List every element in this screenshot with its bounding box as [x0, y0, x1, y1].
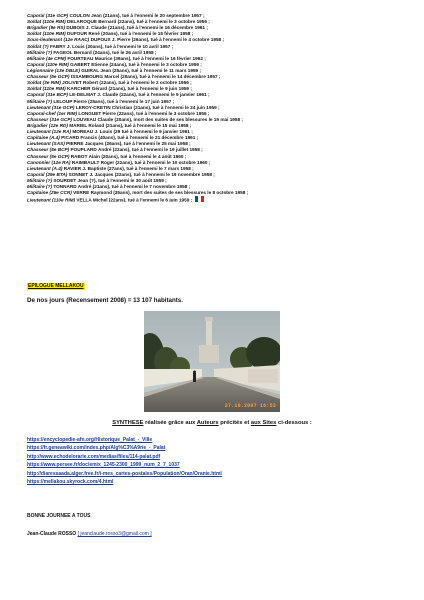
source-link-echodelorarie[interactable]: http://www.echodelorarie.com/medias/files/114-palat.pdf [27, 453, 161, 460]
casualty-rank: Caporal (110e RIM) [27, 61, 69, 67]
casualty-rank: Militaire (?) [27, 98, 53, 104]
closing-greeting: BONNE JOURNEE A TOUS [27, 513, 91, 519]
casualty-details: FOURTEAU Maurice (39ans), tué à l'ennemi le 16 février 1962 ; [67, 55, 206, 61]
casualty-rank: Militaire (?) [27, 184, 53, 190]
street-photo [144, 311, 280, 412]
casualty-rank: Chasseur (31e GCP) [27, 116, 73, 122]
casualty-rank: Lieutenant (110e RIM) [27, 197, 76, 203]
casualty-rank: Soldat (110e RIM) [27, 31, 66, 37]
casualty-rank: Canonnier (12e RA) [27, 159, 71, 165]
casualty-details: GABERT Etienne (24ans), tué à l'ennemi le 3 octobre 1956 ; [70, 61, 202, 67]
casualty-rank: Capitaine (A.4) [27, 135, 60, 141]
casualty-rank: Lieutenant (A.4) [27, 165, 63, 171]
casualty-details: PIERRE Jacques (26ans), tué à l'ennemi le 25 mai 1958 ; [66, 141, 191, 147]
signature [27, 531, 152, 537]
synthesis-text-2: précités et [218, 420, 251, 426]
source-link-geneawiki[interactable]: https://fr.geneawiki.com/index.php/Alg%C3%A9rie_-_Palat [27, 445, 166, 452]
casualty-details: SONNET J. Jacques (22ans), tué à l'ennemi le 19 novembre 1958 ; [68, 171, 215, 177]
casualty-details: SOURDET Jean (?), tué à l'ennemi le 30 août 1959 ; [53, 177, 167, 183]
section-title: EPILOGUE MELLAKOU [28, 283, 84, 289]
casualty-details: LONGUET Pierre (22ans), tué à l'ennemi le 3 octobre 1956 ; [78, 110, 210, 116]
synthesis-sites: aux Sites [250, 420, 277, 426]
casualty-line [27, 196, 419, 202]
source-link-persee[interactable]: https://www.persee.fr/doc/emix_1245-2300_1999_num_2_7_1037 [27, 462, 180, 469]
casualty-details: LE-DELMAT J. Claude (22ans), tué à l'ennemi le 9 janvier 1961 ; [69, 92, 210, 98]
population-text: De nos jours (Recensement 2008) = 13 107 habitants. [27, 297, 183, 304]
casualty-rank: Brigadier (12e RD) [27, 122, 68, 128]
casualty-details: VELLA Michel (22ans), tué à l'ennemi le 6 juin 1959 ; [76, 197, 193, 203]
source-link-skyrock[interactable]: https://mellakou.skyrock.com/4.html [27, 478, 114, 485]
author-name: Jean-Claude ROSSO [27, 531, 77, 537]
casualty-rank: Chasseur (5e BCP) [27, 147, 70, 153]
casualty-details: DELAROQUE Bernard (22ans), tué à l'ennemi le 3 octobre 1956 ; [67, 19, 210, 25]
casualty-rank: Soldat (?) [27, 43, 49, 49]
casualty-rank: Militaire (?) [27, 177, 53, 183]
casualty-rank: Brigadier (9e RS) [27, 25, 66, 31]
casualty-rank: Militaire (?) [27, 49, 53, 55]
casualty-details: VERRE Raymond (35ans), mort des suites de ses blessures le 8 octobre 1958 ; [73, 190, 249, 196]
casualty-details: LOUVEAU Claude (20ans), mort des suites de ses blessures le 19 mai 1958 ; [73, 116, 243, 122]
flag-band [201, 196, 204, 202]
casualty-rank: Caporal (31e GCP) [27, 13, 69, 18]
casualty-details: MOREAU J. Louis (29 tué à l'ennemi le 9 janvier 1961 ; [72, 129, 193, 135]
casualty-details: DUFOUR René (20ans), tué à l'ennemi le 15 février 1958 ; [67, 31, 194, 37]
casualty-details: DUPOUX J. Pierre (26ans), tué à l'ennemi le 4 octobre 1958 ; [90, 37, 225, 43]
casualty-rank: Sous-lieutenant (12e RAAC) [27, 37, 90, 43]
casualty-details: TONNARD André (21ans), tué à l'ennemi le 7 novembre 1958 ; [53, 184, 191, 190]
casualty-details: COULON Jean (21ans), tué à l'ennemi le 20 septembre 1957 ; [69, 13, 205, 18]
casualty-rank: Légionnaire (13e DBLE) [27, 67, 80, 73]
synthesis-label: SYNTHESE [112, 420, 144, 426]
casualty-details: DUBOIS J. Claude (21ans), tué à l'ennemi le 16 décembre 1961 ; [66, 25, 208, 31]
synthesis-text-1: réalisée grâce aux [143, 420, 197, 426]
casualty-details: LELOUP Pierre (25ans), tué à l'ennemi le 17 juin 1957 ; [53, 98, 175, 104]
casualty-details: MARIEL Roland (21ans), tué à l'ennemi le 15 mai 1958 ; [69, 122, 192, 128]
street-photo-image [144, 311, 280, 412]
casualty-rank: Lieutenant (SAS) [27, 141, 65, 147]
casualty-details: ISSAMBOURG Marcel (20ans), tué à l'ennemi le 14 décembre 1957 ; [70, 74, 221, 80]
casualty-details: JOLIVET Robert (22ans), tué à l'ennemi le 2 octobre 1956 ; [62, 80, 192, 86]
casualty-details: KARCHER Gérard (21ans), tué à l'ennemi le 9 juin 1959 ; [67, 86, 192, 92]
photo-date-stamp: 27.10.2007 16:53 [224, 403, 276, 409]
casualty-rank: Militaire (4e CPM) [27, 55, 67, 61]
casualty-details: FABRY J. Louis (20ans), tué à l'ennemi le 10 avril 1957 ; [49, 43, 174, 49]
synthesis-note [0, 420, 424, 426]
casualty-rank: Lieutenant (31e GCP) [27, 104, 75, 110]
casualty-details: RAVIER J. Baptiste (27ans), tué à l'ennemi le 7 mars 1958 ; [63, 165, 194, 171]
source-links [27, 436, 222, 486]
casualty-rank: Soldat (110e RIM) [27, 86, 66, 92]
casualty-details: RABOT Alain (20ans), tué à l'ennemi le 4 août 1960 ; [70, 153, 187, 159]
casualty-details: FAGEOL Bernard (24ans), tué le 26 avril 1958 ; [53, 49, 157, 55]
casualty-list [27, 13, 419, 202]
casualty-details: POUPLARD André (22ans), tué à l'ennemi le 19 juillet 1958 ; [70, 147, 203, 153]
casualty-rank: Caporal (29e BTA) [27, 171, 68, 177]
casualty-rank: Caporal-chef (1er RIM) [27, 110, 78, 116]
casualty-rank: Soldat (3e RIM) [27, 80, 61, 86]
casualty-rank: Caporal (31e BCP) [27, 92, 68, 98]
author-email[interactable]: [ jeanclaude.rosso3@gmail.com ] [77, 531, 152, 537]
casualty-details: LEROY-CRETIN Christian (21ans), tué à l'ennemi le 24 juin 1959 ; [75, 104, 220, 110]
synthesis-text-3: ci-dessous : [276, 420, 312, 426]
casualty-details: GUIRAL Jean (25ans), tué à l'ennemi le 11 mars 1959 ; [81, 67, 202, 73]
casualty-rank: Chasseur (5e GCP) [27, 74, 70, 80]
casualty-rank: Chasseur (5e GCP) [27, 153, 70, 159]
casualty-rank: Lieutenant (12e RA) [27, 129, 72, 135]
casualty-details: PICARD Francis (40ans), tué à l'ennemi le 21 décembre 1961 ; [61, 135, 199, 141]
source-link-encyclopedie[interactable]: https://encyclopedie-afn.org/Historique_Palat_-_Ville [27, 437, 153, 443]
synthesis-authors: Auteurs [196, 420, 219, 426]
source-link-diaressaada[interactable]: http://diaressaada.alger.free.fr/i-mes_cartes-postales/Population/Oran/Oranie.html [27, 470, 222, 477]
casualty-details: RAIMBAULT Roger (22ans), tué à l'ennemi le 10 octobre 1960 ; [71, 159, 211, 165]
french-flag-icon [195, 196, 204, 202]
casualty-rank: Capitaine (25e CCR) [27, 190, 72, 196]
casualty-rank: Soldat (110e RIM) [27, 19, 66, 25]
